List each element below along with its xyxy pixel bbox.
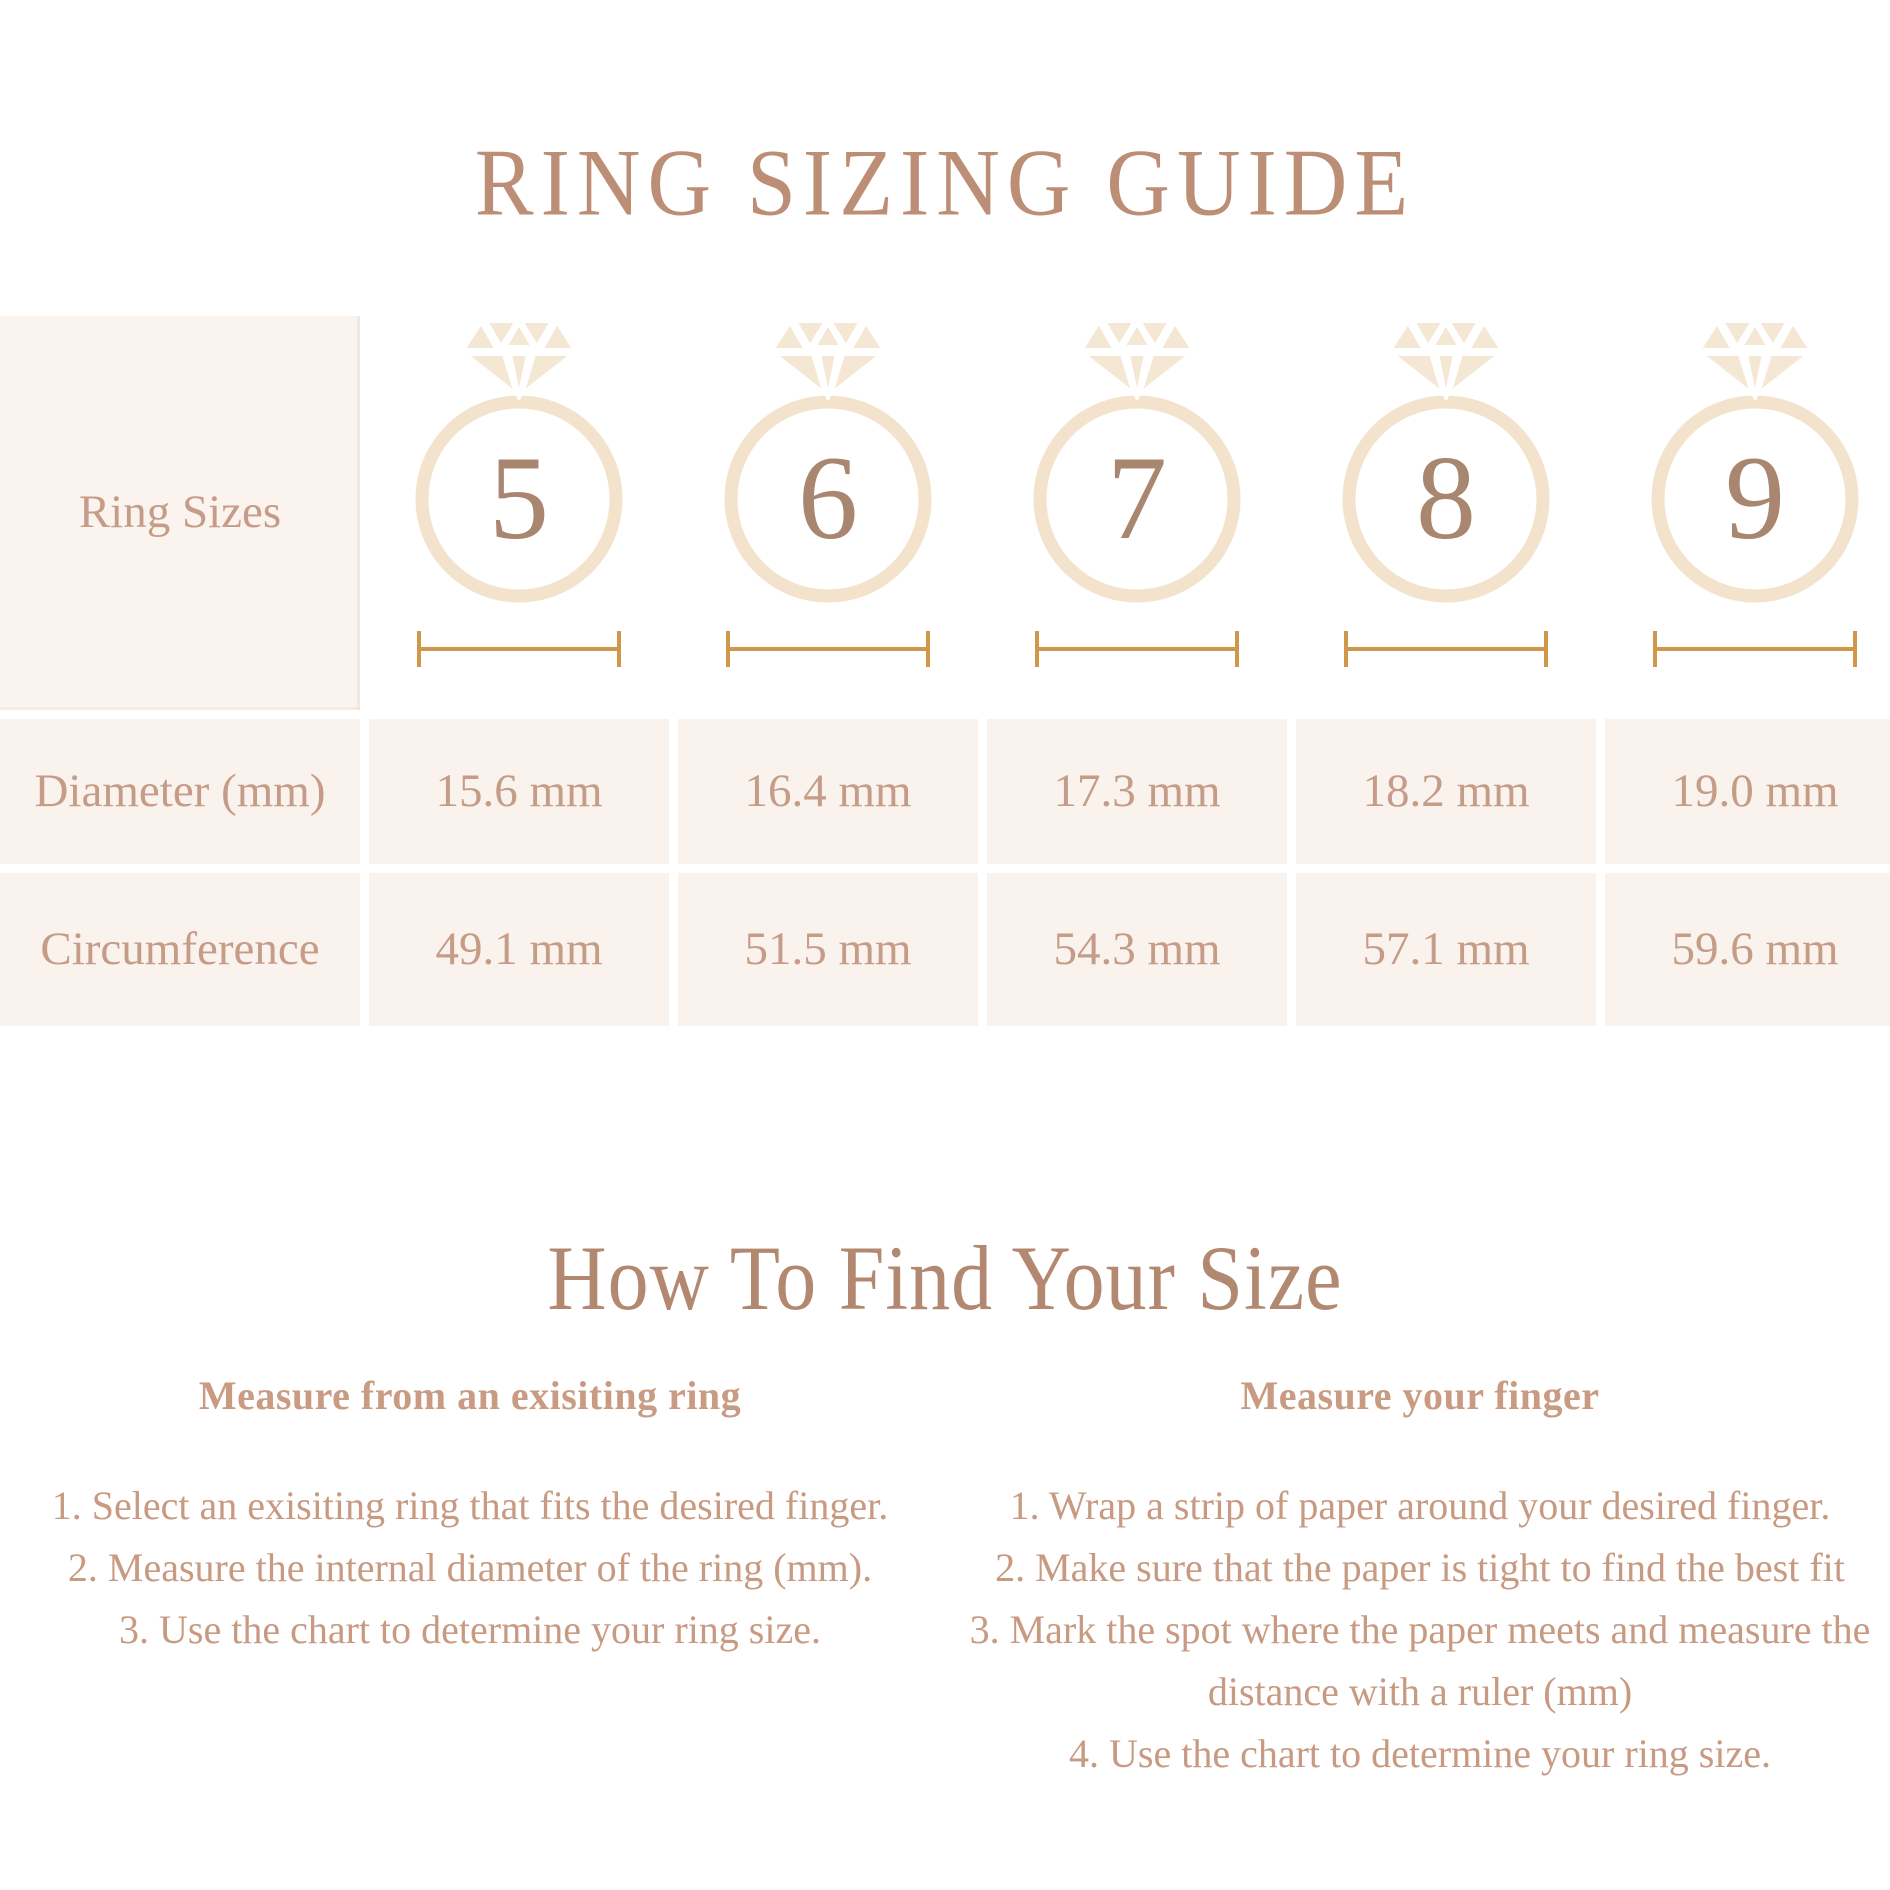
- circumference-label-cell: [0, 873, 360, 1026]
- diamond-ring-icon: [678, 316, 978, 710]
- step-item: 2. Make sure that the paper is tight to find the best fit: [995, 1545, 1845, 1590]
- diameter-value-cell: [1296, 719, 1596, 864]
- measure-existing-ring-section: [28, 1372, 912, 1661]
- step-item: 2. Measure the internal diameter of the ring (mm).: [67, 1545, 873, 1590]
- diamond-icon: [1699, 321, 1811, 398]
- diamond-icon: [1081, 321, 1193, 398]
- circumference-value-cell: [678, 873, 978, 1026]
- diameter-measure-line: [1346, 631, 1546, 667]
- diameter-measure-line: [419, 631, 619, 667]
- circumference-value-cell: [1605, 873, 1890, 1026]
- diameter-value-cell: [678, 719, 978, 864]
- ring-size-number: 7: [1107, 431, 1167, 564]
- diamond-ring-icon: [1605, 316, 1890, 710]
- step-item: 4. Use the chart to determine your ring size.: [1069, 1731, 1771, 1776]
- diameter-label-cell: [0, 719, 360, 864]
- circumference-value: 51.5 mm: [744, 922, 912, 975]
- step-item: 1. Select an exisiting ring that fits the desired finger.: [51, 1483, 889, 1528]
- measure-existing-ring-steps: [28, 1475, 912, 1661]
- circumference-value-cell: [1296, 873, 1596, 1026]
- diamond-ring-icon: [987, 316, 1287, 710]
- diameter-measure-line: [1037, 631, 1237, 667]
- diameter-value-cell: [987, 719, 1287, 864]
- circumference-value: 54.3 mm: [1053, 922, 1221, 975]
- diameter-value: 15.6 mm: [435, 764, 603, 817]
- diameter-value-cell: [1605, 719, 1890, 864]
- step-item: 3. Mark the spot where the paper meets and measure the distance with a ruler (mm): [969, 1607, 1871, 1714]
- circumference-value-cell: [369, 873, 669, 1026]
- circumference-row-label: Circumference: [40, 922, 320, 975]
- diameter-value: 17.3 mm: [1053, 764, 1221, 817]
- measure-existing-ring-heading: Measure from an exisiting ring: [198, 1373, 742, 1418]
- ring-size-number: 9: [1725, 431, 1785, 564]
- step-item: 1. Wrap a strip of paper around your desired finger.: [1009, 1483, 1831, 1528]
- ring-cell-size-5: [369, 316, 669, 710]
- step-item: 3. Use the chart to determine your ring size.: [119, 1607, 821, 1652]
- ring-cell-size-7: [987, 316, 1287, 710]
- how-to-heading: How To Find Your Size: [547, 1227, 1343, 1330]
- diameter-measure-line: [1655, 631, 1855, 667]
- ring-cell-size-9: [1605, 316, 1890, 710]
- diameter-value-cell: [369, 719, 669, 864]
- diamond-icon: [1390, 321, 1502, 398]
- ring-size-table: [0, 316, 1890, 1026]
- diameter-value: 16.4 mm: [744, 764, 912, 817]
- diamond-ring-icon: [369, 316, 669, 710]
- diamond-icon: [463, 321, 575, 398]
- circumference-value: 49.1 mm: [435, 922, 603, 975]
- diamond-icon: [772, 321, 884, 398]
- circumference-value-cell: [987, 873, 1287, 1026]
- page-title: RING SIZING GUIDE: [474, 131, 1416, 236]
- ring-size-number: 5: [489, 431, 549, 564]
- ring-cell-size-8: [1296, 316, 1596, 710]
- ring-size-number: 6: [798, 431, 858, 564]
- ring-size-number: 8: [1416, 431, 1476, 564]
- ring-sizes-label: Ring Sizes: [78, 486, 282, 539]
- circumference-value: 59.6 mm: [1671, 922, 1839, 975]
- measure-finger-section: [953, 1372, 1887, 1785]
- measure-finger-heading: Measure your finger: [1240, 1373, 1600, 1418]
- diameter-value: 19.0 mm: [1671, 764, 1839, 817]
- measure-finger-steps: [953, 1475, 1887, 1785]
- diameter-row-label: Diameter (mm): [34, 764, 326, 817]
- diameter-value: 18.2 mm: [1362, 764, 1530, 817]
- diamond-ring-icon: [1296, 316, 1596, 710]
- circumference-value: 57.1 mm: [1362, 922, 1530, 975]
- ring-cell-size-6: [678, 316, 978, 710]
- diameter-measure-line: [728, 631, 928, 667]
- ring-sizes-header-cell: [0, 316, 360, 710]
